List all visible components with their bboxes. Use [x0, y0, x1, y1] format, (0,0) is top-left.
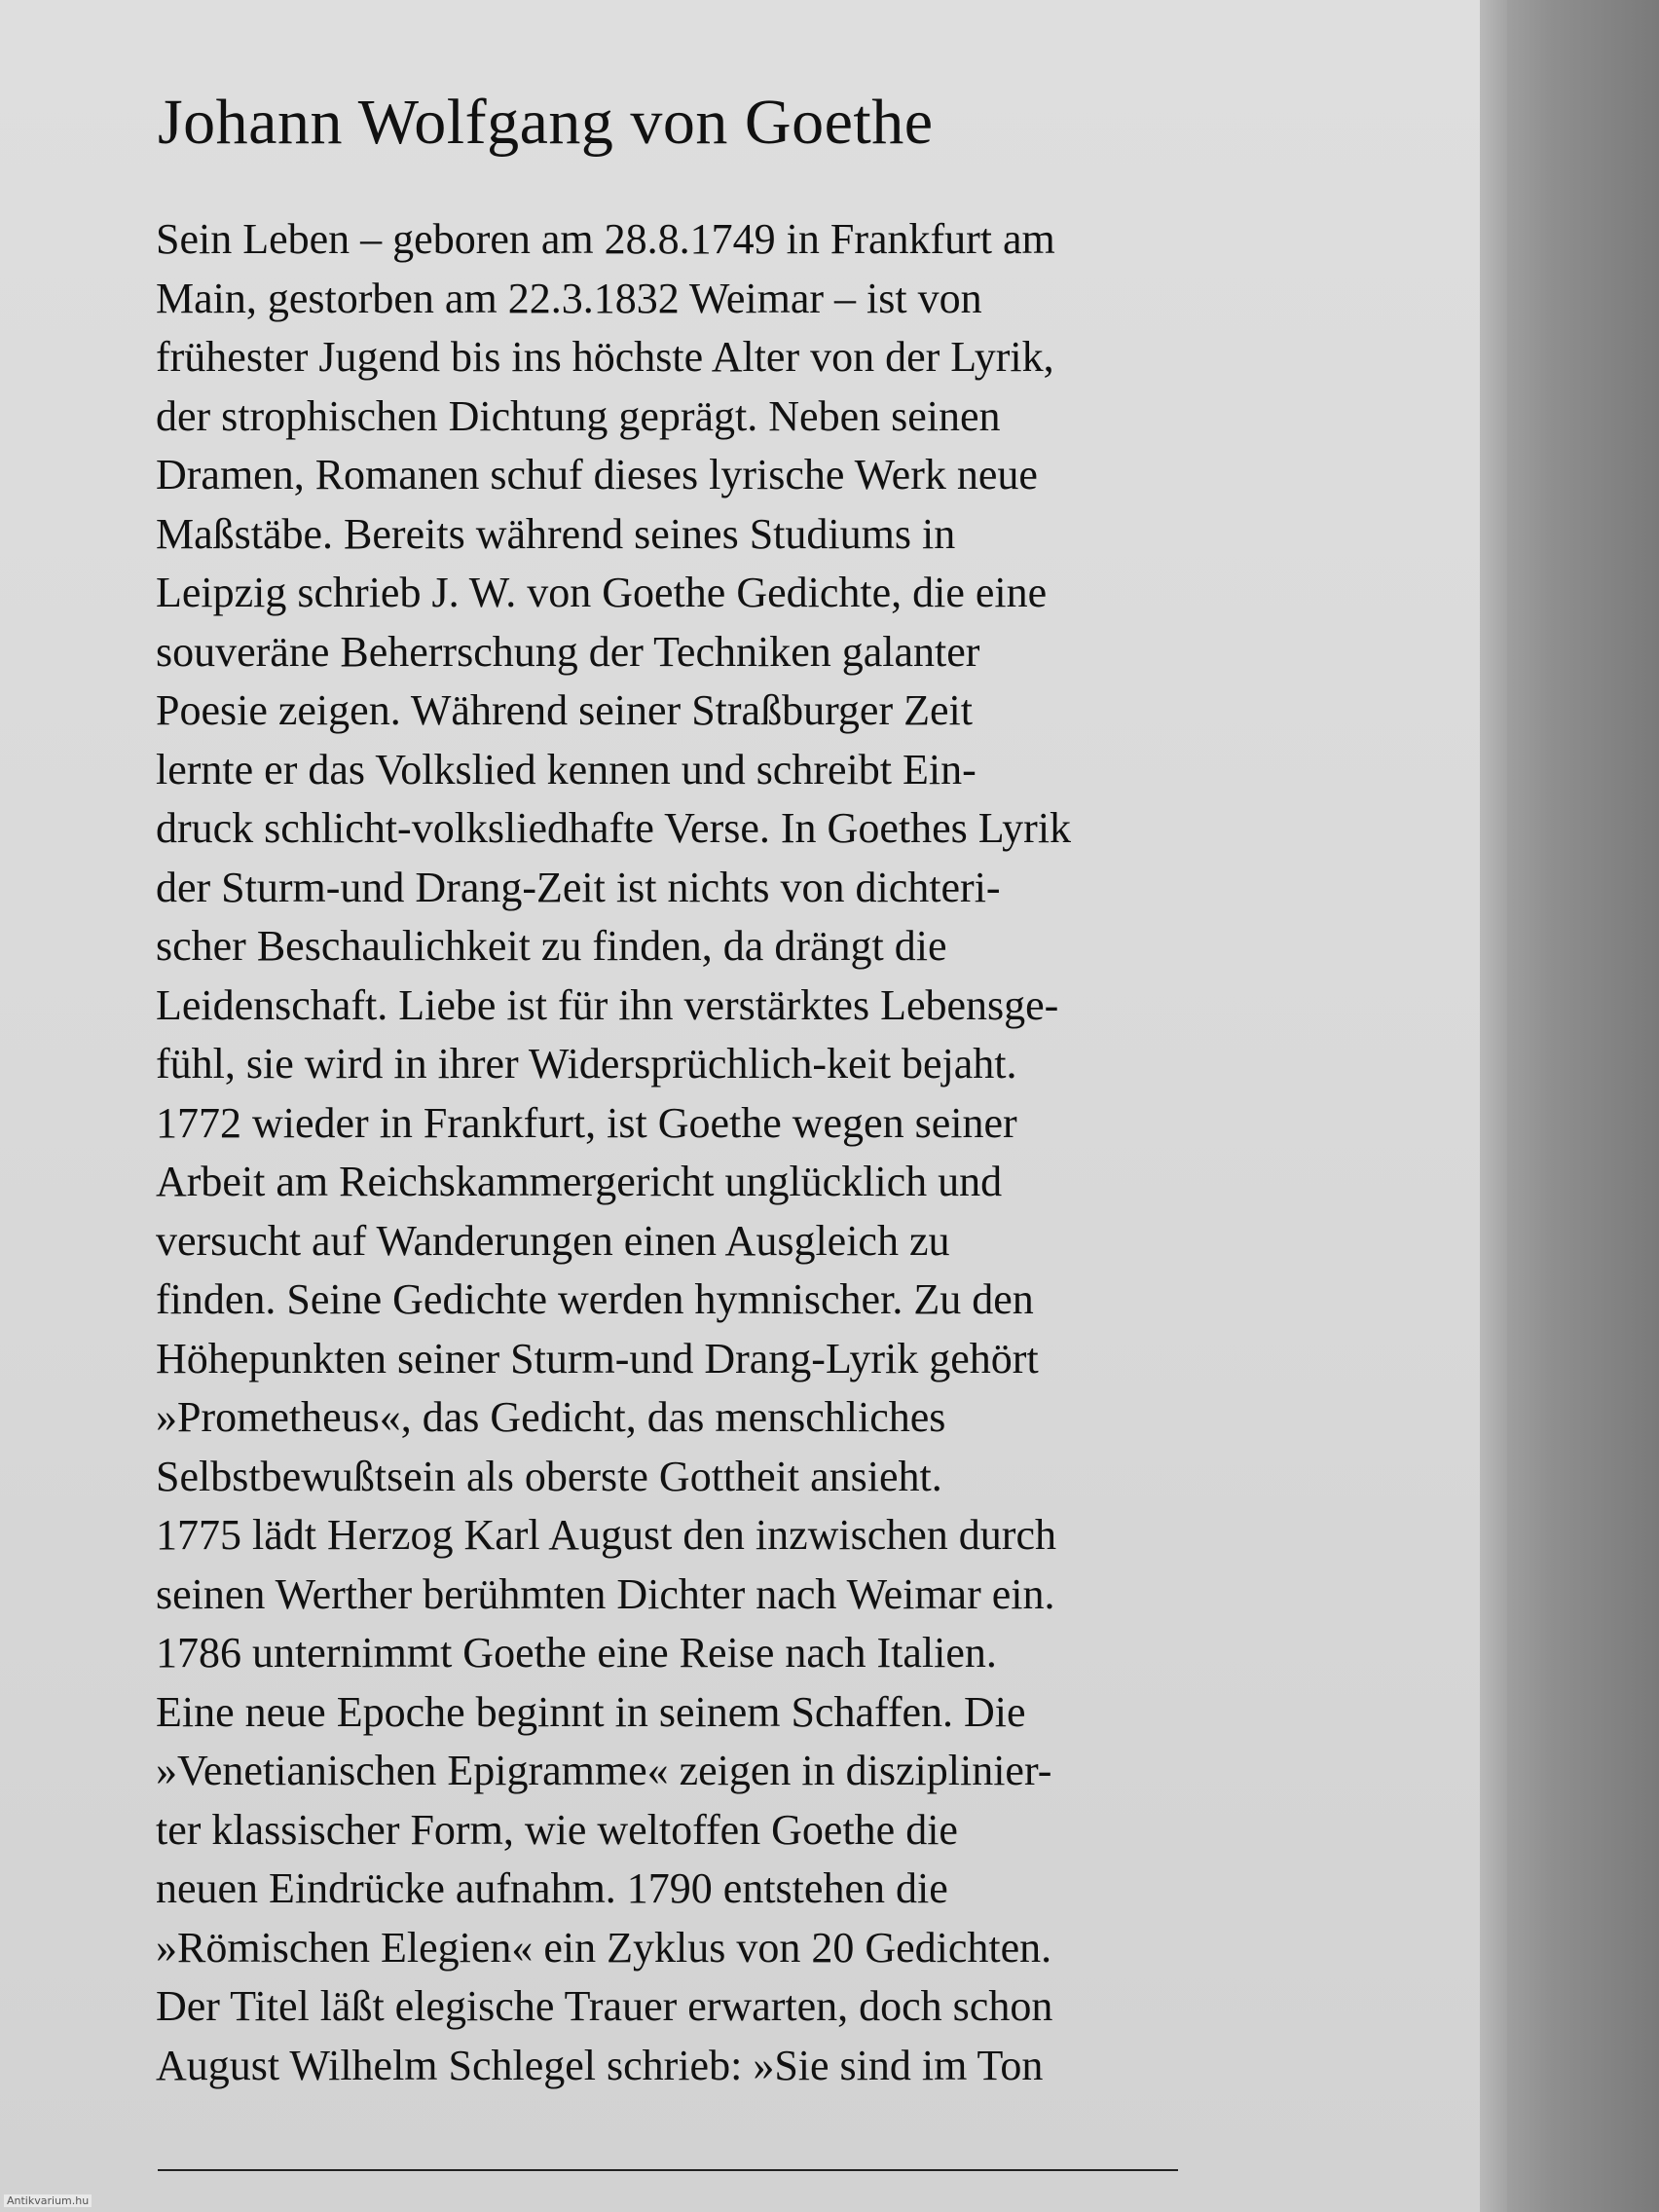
text-line: »Prometheus«, das Gedicht, das menschliches: [156, 1393, 946, 1441]
text-line: Selbstbewußtsein als oberste Gottheit ansieht.: [156, 1452, 942, 1500]
text-line: Maßstäbe. Bereits während seines Studiums in: [156, 509, 956, 558]
text-line: Leipzig schrieb J. W. von Goethe Gedichte, die eine: [156, 569, 1048, 616]
text-line: Eine neue Epoche beginnt in seinem Schaffen. Die: [156, 1687, 1026, 1736]
text-line: Der Titel läßt elegische Trauer erwarten, doch schon: [156, 1982, 1053, 2030]
text-line: lernte er das Volkslied kennen und schreibt Ein-: [156, 745, 977, 793]
text-line: Main, gestorben am 22.3.1832 Weimar – ist von: [156, 274, 982, 322]
text-line: Höhepunkten seiner Sturm-und Drang-Lyrik gehört: [156, 1334, 1039, 1382]
text-line: finden. Seine Gedichte werden hymnischer. Zu den: [156, 1275, 1034, 1323]
text-line: der strophischen Dichtung geprägt. Neben seinen: [156, 391, 1001, 440]
text-line: scher Beschaulichkeit zu finden, da drängt die: [156, 922, 947, 970]
text-line: ter klassischer Form, wie weltoffen Goethe die: [156, 1805, 958, 1854]
text-line: der Sturm-und Drang-Zeit ist nichts von dichteri-: [156, 863, 1001, 911]
text-line: frühester Jugend bis ins höchste Alter von der Lyrik,: [156, 333, 1054, 381]
facing-page-shadow: [1480, 0, 1659, 2212]
text-line: Poesie zeigen. Während seiner Straßburger Zeit: [156, 686, 973, 734]
text-line: druck schlicht-volksliedhafte Verse. In Goethes Lyrik: [156, 804, 1072, 852]
text-line: 1786 unternimmt Goethe eine Reise nach Italien.: [156, 1629, 997, 1677]
footer-rule: [158, 2169, 1178, 2171]
text-line: Leidenschaft. Liebe ist für ihn verstärktes Lebensge-: [156, 980, 1059, 1029]
text-line: seinen Werther berühmten Dichter nach Weimar ein.: [156, 1569, 1055, 1618]
text-line: 1775 lädt Herzog Karl August den inzwischen durch: [156, 1511, 1056, 1559]
text-line: versucht auf Wanderungen einen Ausgleich zu: [156, 1216, 950, 1265]
watermark: Antikvarium.hu: [4, 2194, 92, 2207]
biography-text: [156, 210, 1227, 2095]
page-title: Johann Wolfgang von Goethe: [158, 87, 934, 158]
text-line: »Venetianischen Epigramme« zeigen in disziplinier-: [156, 1747, 1052, 1794]
text-line: souveräne Beherrschung der Techniken galanter: [156, 627, 980, 676]
text-line: »Römischen Elegien« ein Zyklus von 20 Gedichten.: [156, 1923, 1052, 1972]
text-line: neuen Eindrücke aufnahm. 1790 entstehen die: [156, 1864, 948, 1912]
text-line: August Wilhelm Schlegel schrieb: »Sie sind im Ton: [156, 2041, 1044, 2089]
text-line: Dramen, Romanen schuf dieses lyrische Werk neue: [156, 451, 1038, 498]
text-line: Arbeit am Reichskammergericht unglücklich und: [156, 1158, 1003, 1205]
text-line: fühl, sie wird in ihrer Widersprüchlich-keit bejaht.: [156, 1040, 1017, 1088]
text-line: 1772 wieder in Frankfurt, ist Goethe wegen seiner: [156, 1098, 1017, 1147]
text-line: Sein Leben – geboren am 28.8.1749 in Frankfurt am: [156, 215, 1055, 263]
